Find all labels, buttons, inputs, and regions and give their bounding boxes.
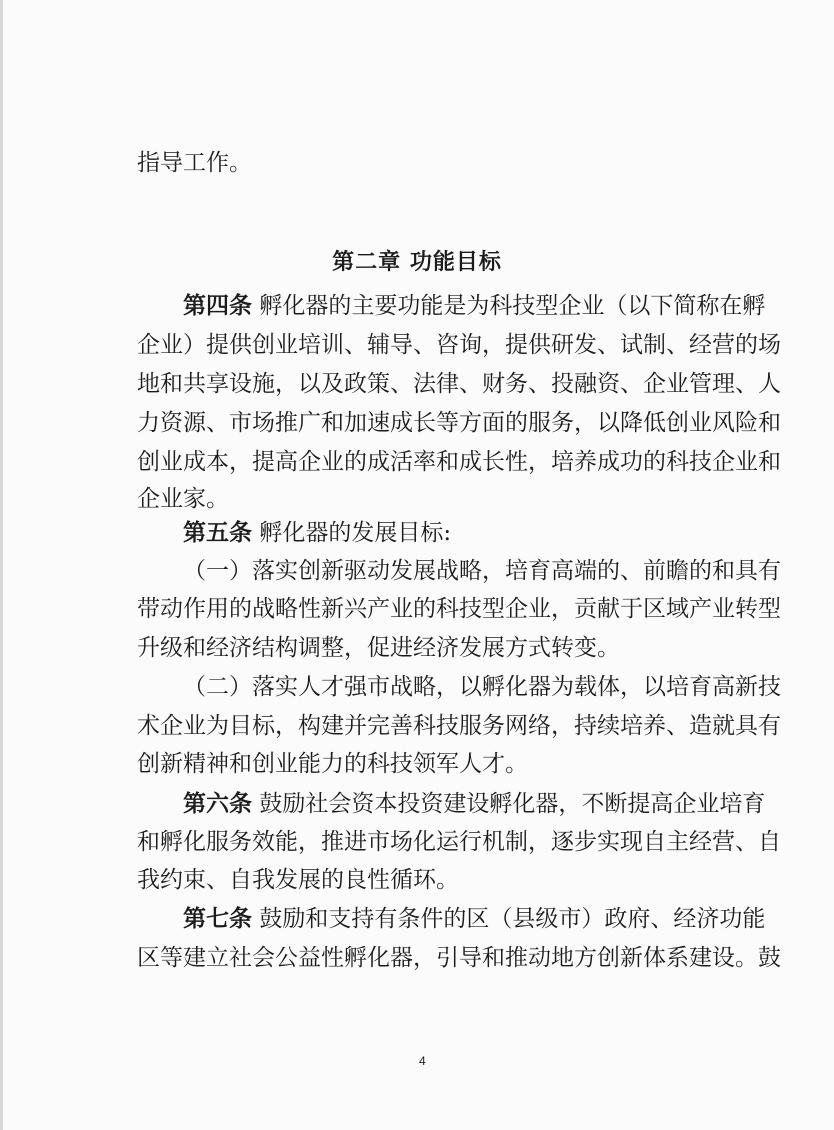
article-6-label: 第六条 — [183, 791, 252, 817]
article-7-line: 区等建立社会公益性孵化器，引导和推动地方创新体系建设。鼓 — [137, 945, 781, 971]
article-7-line: 第七条 鼓励和支持有条件的区（县级市）政府、经济功能 — [183, 906, 766, 932]
article-5-line: 第五条 孵化器的发展目标: — [183, 520, 452, 546]
chapter-title: 第二章 功能目标 — [332, 250, 502, 275]
article-4-line: 地和共享设施，以及政策、法律、财务、投融资、企业管理、人 — [137, 371, 781, 397]
article-6-line: 和孵化服务效能，推进市场化运行机制，逐步实现自主经营、自 — [137, 829, 781, 855]
article-4-line: 力资源、市场推广和加速成长等方面的服务，以降低创业风险和 — [137, 410, 781, 436]
item-2-line: （二）落实人才强市战略，以孵化器为载体，以培育高新技 — [183, 674, 781, 700]
article-5-label: 第五条 — [183, 520, 252, 546]
item-1-line: （一）落实创新驱动发展战略，培育高端的、前瞻的和具有 — [183, 558, 781, 584]
article-7-label: 第七条 — [183, 906, 252, 932]
item-2-line: 创新精神和创业能力的科技领军人才。 — [137, 751, 528, 777]
page-number: 4 — [419, 1054, 426, 1068]
article-4-line: 创业成本，提高企业的成活率和成长性，培养成功的科技企业和 — [137, 449, 781, 475]
previous-paragraph-tail: 指导工作。 — [137, 150, 252, 176]
article-6-line: 第六条 鼓励社会资本投资建设孵化器，不断提高企业培育 — [183, 791, 766, 817]
article-4-label: 第四条 — [183, 293, 252, 319]
item-1-line: 带动作用的战略性新兴产业的科技型企业，贡献于区域产业转型 — [137, 596, 781, 622]
item-2-line: 术企业为目标，构建并完善科技服务网络，持续培养、造就具有 — [137, 713, 781, 739]
article-4-line: 第四条 孵化器的主要功能是为科技型企业（以下简称在孵 — [183, 293, 766, 319]
article-6-line: 我约束、自我发展的良性循环。 — [137, 867, 459, 893]
article-4-line: 企业家。 — [137, 486, 229, 512]
article-4-line: 企业）提供创业培训、辅导、咨询，提供研发、试制、经营的场 — [137, 332, 781, 358]
scan-edge — [0, 0, 3, 1130]
item-1-line: 升级和经济结构调整，促进经济发展方式转变。 — [137, 635, 620, 661]
